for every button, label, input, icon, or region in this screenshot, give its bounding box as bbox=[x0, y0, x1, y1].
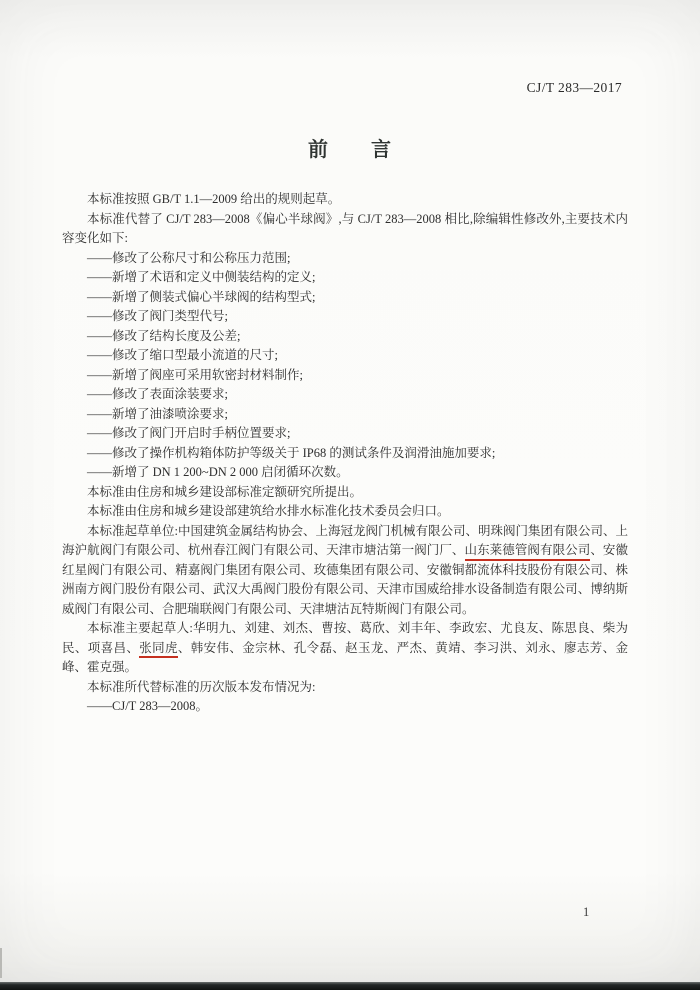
paragraph-centralized-body: 本标准由住房和城乡建设部建筑给水排水标准化技术委员会归口。 bbox=[87, 504, 450, 518]
change-item: ——新增了术语和定义中侧装结构的定义; bbox=[87, 270, 316, 284]
change-item: ——新增了油漆喷涂要求; bbox=[87, 406, 228, 421]
change-item: ——修改了结构长度及公差; bbox=[87, 328, 241, 343]
paragraph-drafting-rule: 本标准按照 GB/T 1.1—2009 给出的规则起草。 bbox=[87, 192, 341, 206]
drafting-units-text: 、安徽红星阀门有限公司、精嘉阀门集团有限公司、玫德集团有限公司、安徽铜都流体科技股份有限公司、株洲南方阀门股份有限公司、武汉大禹阀门股份有限公司、天津市国威给排水设备制造有限公司、博纳斯威阀门有限公司、合肥瑞联阀门有限公司、天津塘沽瓦特斯阀门有限公司。 bbox=[62, 543, 628, 616]
change-item: ——修改了阀门开启时手柄位置要求; bbox=[87, 426, 291, 440]
red-underlined-company: 山东莱德管阀有限公司 bbox=[465, 543, 591, 561]
foreword-body bbox=[62, 190, 628, 717]
drafters-text: 本标准主要起草人:华明九、刘建、刘杰、曹按、葛欣、刘丰年、李政宏、尤良友、陈思良、柴为民、项喜昌、 bbox=[62, 621, 628, 655]
change-item: ——修改了表面涂装要求; bbox=[87, 387, 228, 401]
drafting-units-text: 本标准起草单位:中国建筑金属结构协会、上海冠龙阀门机械有限公司、明珠阀门集团有限公司、上海沪航阀门有限公司、杭州春江阀门有限公司、天津市塘沽第一阀门厂、 bbox=[62, 523, 628, 557]
change-item: ——修改了阀门类型代号; bbox=[87, 309, 228, 323]
drafters-text: 、韩安伟、金宗林、孔令磊、赵玉龙、严杰、黄靖、李习洪、刘永、廖志芳、金峰、霍克强。 bbox=[62, 640, 628, 674]
scan-edge-mark bbox=[0, 948, 2, 978]
paragraph-history-item: ——CJ/T 283—2008。 bbox=[87, 699, 208, 713]
page-number: 1 bbox=[583, 905, 590, 919]
paragraph-history-intro: 本标准所代替标准的历次版本发布情况为: bbox=[87, 679, 316, 694]
paragraph-replacement-note: 本标准代替了 CJ/T 283—2008《偏心半球阀》,与 CJ/T 283—2008 相比,除编辑性修改外,主要技术内容变化如下: bbox=[62, 211, 628, 245]
change-item: ——新增了 DN 1 200~DN 2 000 启闭循环次数。 bbox=[87, 465, 349, 479]
change-item: ——修改了操作机构箱体防护等级关于 IP68 的测试条件及润滑油施加要求; bbox=[87, 445, 496, 460]
change-item: ——修改了公称尺寸和公称压力范围; bbox=[87, 250, 291, 265]
scan-bottom-edge bbox=[0, 982, 700, 990]
paragraph-drafters bbox=[62, 619, 628, 678]
red-underlined-drafter: 张同虎 bbox=[139, 641, 178, 659]
paragraph-drafting-units bbox=[62, 522, 628, 620]
change-item: ——新增了阀座可采用软密封材料制作; bbox=[87, 367, 303, 382]
change-item: ——新增了侧装式偏心半球阀的结构型式; bbox=[87, 289, 316, 304]
header-doc-code: CJ/T 283—2017 bbox=[526, 80, 622, 95]
paragraph-proposer: 本标准由住房和城乡建设部标准定额研究所提出。 bbox=[87, 484, 363, 499]
change-item: ——修改了缩口型最小流道的尺寸; bbox=[87, 348, 278, 362]
page-title: 前 言 bbox=[308, 137, 392, 161]
